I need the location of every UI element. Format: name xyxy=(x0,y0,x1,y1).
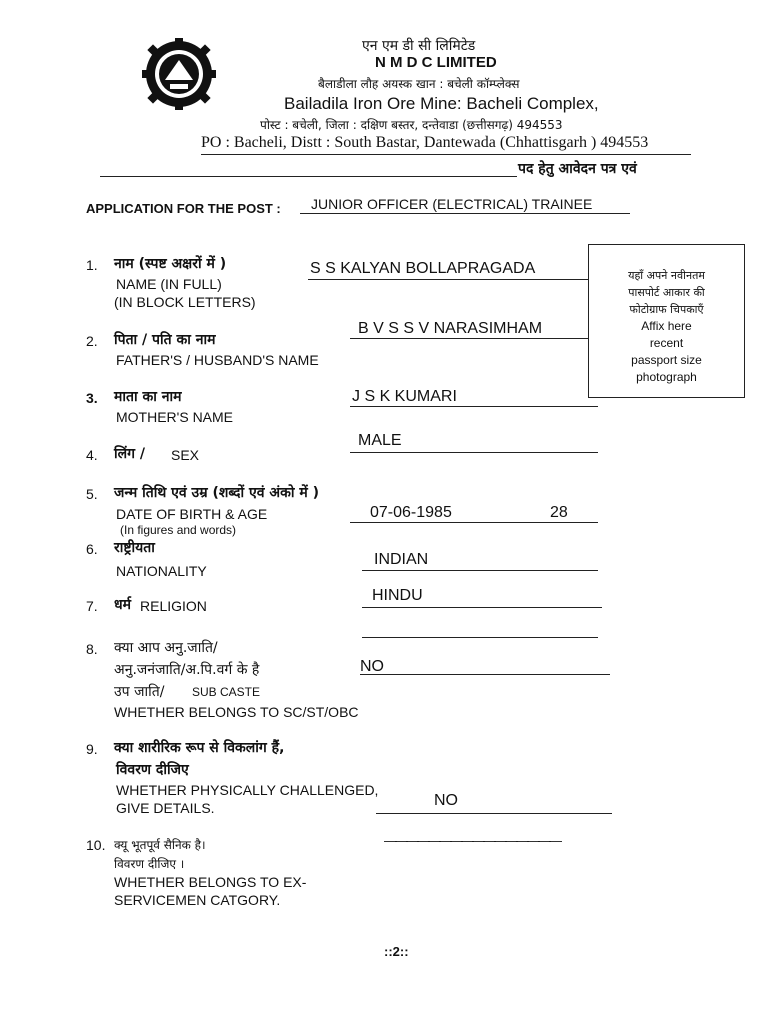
mother-label: MOTHER'S NAME xyxy=(116,409,234,425)
father-label-hindi: पिता / पति का नाम xyxy=(114,332,216,348)
application-label: APPLICATION FOR THE POST : xyxy=(86,201,281,216)
religion-value[interactable]: HINDU xyxy=(372,587,423,604)
field-number: 2. xyxy=(86,333,98,349)
post-blank-line xyxy=(100,176,517,177)
field-number: 4. xyxy=(86,447,98,463)
category-label-hindi-2: अनु.जनंजाति/अ.पि.वर्ग के है xyxy=(114,662,260,678)
name-label: NAME (IN FULL) xyxy=(116,276,222,292)
photo-line: यहाँ अपने नवीनतम xyxy=(628,269,705,282)
mother-label-hindi: माता का नाम xyxy=(114,389,182,405)
category-label: WHETHER BELONGS TO SC/ST/OBC xyxy=(114,704,359,720)
sex-label: SEX xyxy=(171,447,200,463)
mine-name-hindi: बैलाडीला लौह अयस्क खान : बचेली कॉम्प्लेक्स xyxy=(318,77,520,91)
mother-value[interactable]: J S K KUMARI xyxy=(352,388,457,405)
sex-label-hindi: लिंग / xyxy=(114,446,145,462)
photo-line: recent xyxy=(649,336,684,350)
photo-box xyxy=(588,244,745,398)
nationality-label: NATIONALITY xyxy=(116,563,207,579)
ex-service-value[interactable]: ———————————————— xyxy=(384,833,560,848)
name-label-block: (IN BLOCK LETTERS) xyxy=(114,294,256,310)
field-number: 1. xyxy=(86,257,98,273)
religion-line xyxy=(362,607,602,608)
religion-label: RELIGION xyxy=(140,598,207,614)
page-marker: ::2:: xyxy=(384,944,409,959)
disability-label-hindi: क्या शारीरिक रूप से विकलांग हैं, xyxy=(114,740,285,756)
sex-value[interactable]: MALE xyxy=(358,432,402,449)
post-value[interactable]: JUNIOR OFFICER (ELECTRICAL) TRAINEE xyxy=(311,196,593,212)
post-title-hindi: पद हेतु आवेदन पत्र एवं xyxy=(518,161,637,177)
nationality-value[interactable]: INDIAN xyxy=(374,551,429,568)
ex-service-label: WHETHER BELONGS TO EX- xyxy=(114,874,307,890)
dob-hint: (In figures and words) xyxy=(120,523,237,537)
mother-line xyxy=(350,406,598,407)
disability-label-hindi-2: विवरण दीजिए xyxy=(116,762,189,778)
name-label-hindi: नाम (स्पष्ट अक्षरों में ) xyxy=(114,256,227,272)
name-value[interactable]: S S KALYAN BOLLAPRAGADA xyxy=(310,260,536,277)
dob-label: DATE OF BIRTH & AGE xyxy=(116,506,268,522)
org-name: N M D C LIMITED xyxy=(375,54,497,71)
disability-line xyxy=(376,813,612,814)
category-label-hindi-3: उप जाति/ xyxy=(114,684,165,700)
disability-label: WHETHER PHYSICALLY CHALLENGED, xyxy=(116,782,379,798)
mine-name: Bailadila Iron Ore Mine: Bacheli Complex, xyxy=(284,94,599,113)
dob-label-hindi: जन्म तिथि एवं उम्र (शब्दों एवं अंको में ) xyxy=(114,485,319,501)
photo-line: Affix here xyxy=(641,319,692,333)
field-number: 10. xyxy=(86,837,106,853)
address-underline xyxy=(201,154,691,155)
category-value[interactable]: NO xyxy=(360,658,384,675)
nmdc-logo xyxy=(134,36,224,110)
address-english: PO : Bacheli, Distt : South Bastar, Dantewada (Chhattisgarh ) 494553 xyxy=(201,134,649,151)
category-line xyxy=(360,674,610,675)
photo-line: पासपोर्ट आकार की xyxy=(628,286,705,299)
photo-line: passport size xyxy=(631,353,702,367)
ex-service-label-2: SERVICEMEN CATGORY. xyxy=(114,892,281,908)
dob-line xyxy=(350,522,598,523)
name-line xyxy=(308,279,588,280)
religion-label-hindi: धर्म xyxy=(114,597,131,613)
address-hindi: पोस्ट : बचेली, जिला : दक्षिण बस्तर, दन्तेवाडा (छत्तीसगढ़) 494553 xyxy=(260,118,563,132)
photo-line: फोटोग्राफ चिपकाएँ xyxy=(629,303,704,316)
ex-service-label-hindi-2: विवरण दीजिए । xyxy=(114,857,185,871)
field-number: 8. xyxy=(86,641,98,657)
nationality-label-hindi: राष्ट्रीयता xyxy=(114,540,155,556)
sub-caste-label: SUB CASTE xyxy=(192,685,261,699)
field-number: 5. xyxy=(86,486,98,502)
field-number: 9. xyxy=(86,741,98,757)
field-number: 7. xyxy=(86,598,98,614)
org-name-hindi: एन एम डी सी लिमिटेड xyxy=(362,38,476,54)
sex-line xyxy=(350,452,598,453)
post-value-line xyxy=(300,213,630,214)
ex-service-label-hindi: क्यू भूतपूर्व सैनिक है। xyxy=(114,838,206,852)
disability-value[interactable]: NO xyxy=(434,792,458,809)
father-label: FATHER'S / HUSBAND'S NAME xyxy=(116,352,319,368)
father-line xyxy=(350,338,588,339)
field-number: 3. xyxy=(86,390,98,406)
field-number: 6. xyxy=(86,541,98,557)
extra-blank-line xyxy=(362,637,598,638)
nationality-line xyxy=(362,570,598,571)
father-value[interactable]: B V S S V NARASIMHAM xyxy=(358,320,543,337)
photo-line: photograph xyxy=(636,370,697,384)
age-value[interactable]: 28 xyxy=(550,504,568,521)
category-label-hindi: क्या आप अनु.जाति/ xyxy=(114,640,218,656)
dob-value[interactable]: 07-06-1985 xyxy=(370,504,452,521)
disability-label-2: GIVE DETAILS. xyxy=(116,800,215,816)
